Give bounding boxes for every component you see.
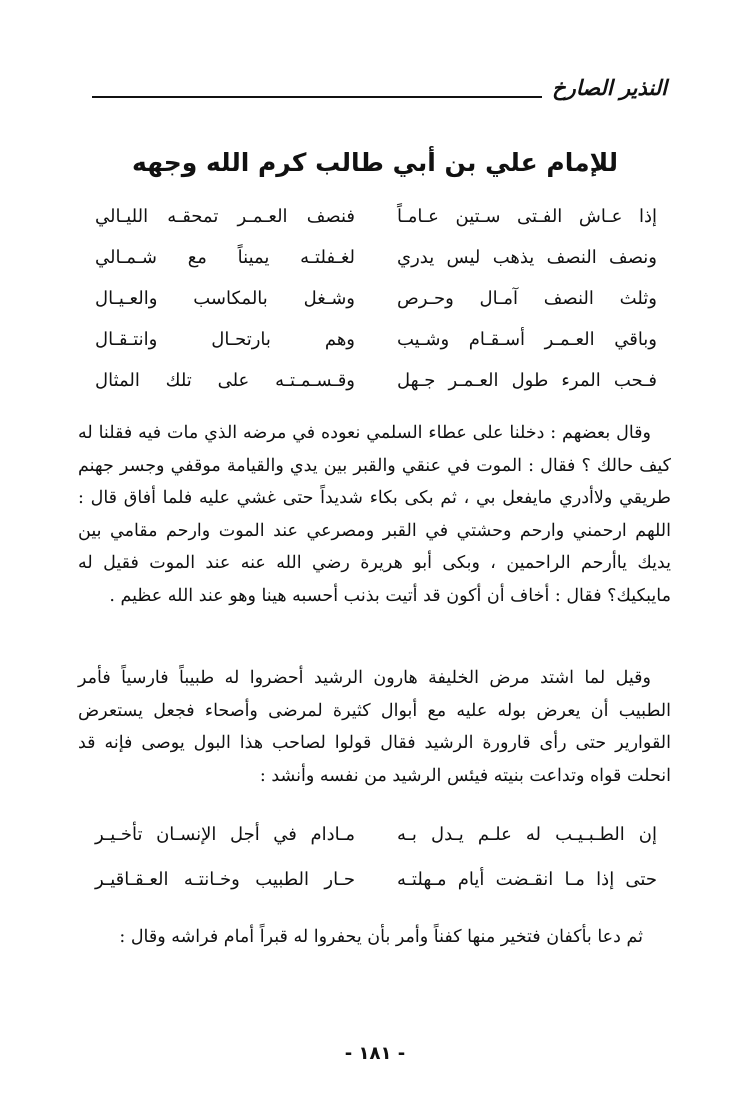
verse-second-hemistich: وشـغل بالمكاسب والعـيـال [95, 287, 355, 309]
verse-second-hemistich: وقـسـمـتـه على تلك المثال [95, 369, 355, 391]
section-title: للإمام علي بن أبي طالب كرم الله وجهه [132, 148, 618, 177]
paragraph-harun-al-rashid: وقيل لما اشتد مرض الخليفة هارون الرشيد أحضروا له طبيباً فارسياً فأمر الطبيب أن يعرض بوله عليه مع أبوال كثيرة لمرضى وأصحاء فجعل يستعرض القوارير حتى رأى قارورة الرشيد فقال قولوا لصاحب هذا البول يوصى فإنه قد انحلت قواه وتداعت بنيته فيئس الرشيد من نفسه وأنشد : [78, 668, 671, 786]
paragraph-shroud: ثم دعا بأكفان فتخير منها كفناً وأمر بأن يحفروا له قبراً أمام فراشه وقال : [119, 927, 643, 947]
running-title: النذير الصارخ [542, 76, 667, 100]
verse-row [95, 278, 657, 319]
verse-first-hemistich: إن الطـبـيـب له علـم يـدل بـه [397, 823, 657, 845]
verse-first-hemistich: ونصف النصف يذهب ليس يدري [397, 246, 657, 268]
verse-second-hemistich: وهم بارتحـال وانتـقـال [95, 328, 355, 350]
verse-second-hemistich: فنصف العـمـر تمحقـه الليـالي [95, 205, 355, 227]
verse-second-hemistich: لغـفلتـه يميناً مع شـمـالي [95, 246, 355, 268]
running-header [92, 78, 667, 102]
verse-first-hemistich: حتى إذا مـا انقـضت أيام مـهلتـه [397, 868, 657, 890]
verse-first-hemistich: فـحب المرء طول العـمـر جـهل [397, 369, 657, 391]
verse-row [95, 360, 657, 401]
paragraph-ata-al-sulami: وقال بعضهم : دخلنا على عطاء السلمي نعوده في مرضه الذي مات فيه فقلنا له كيف حالك ؟ فقال : الموت في عنقي والقبر بين يدي والقيامة موقفي وجسر جهنم طريقي ولاأدري مايفعل بي ، ثم بكى بكاء شديداً حتى غشي عليه فلما أفاق قال : اللهم ارحمني وارحم وحشتي في القبر ومصرعي عند الموت وارحم مقامي بين يديك ياأرحم الراحمين ، وبكى أبو هريرة رضي الله عنه عند الموت فقيل له مايبكيك؟ فقال : أخاف أن أكون قد أتيت بذنب أحسبه هينا وهو عند الله عظيم . [78, 423, 671, 606]
verse-row [95, 196, 657, 237]
verse-first-hemistich: إذا عـاش الفـتى سـتين عـامـاً [397, 205, 657, 227]
poem-al-rashid [95, 812, 657, 902]
verse-second-hemistich: حـار الطبيب وخـانتـه العـقـاقيـر [95, 868, 355, 890]
verse-first-hemistich: وباقي العـمـر أسـقـام وشـيب [397, 328, 657, 350]
verse-row [95, 812, 657, 857]
verse-first-hemistich: وثلث النصف آمـال وحـرص [397, 287, 657, 309]
poem-ali [95, 196, 657, 401]
page-number: - ١٨١ - [344, 1043, 406, 1064]
verse-row [95, 237, 657, 278]
verse-row [95, 857, 657, 902]
verse-row [95, 319, 657, 360]
verse-second-hemistich: مـادام في أجل الإنسـان تأخـيـر [95, 823, 355, 845]
